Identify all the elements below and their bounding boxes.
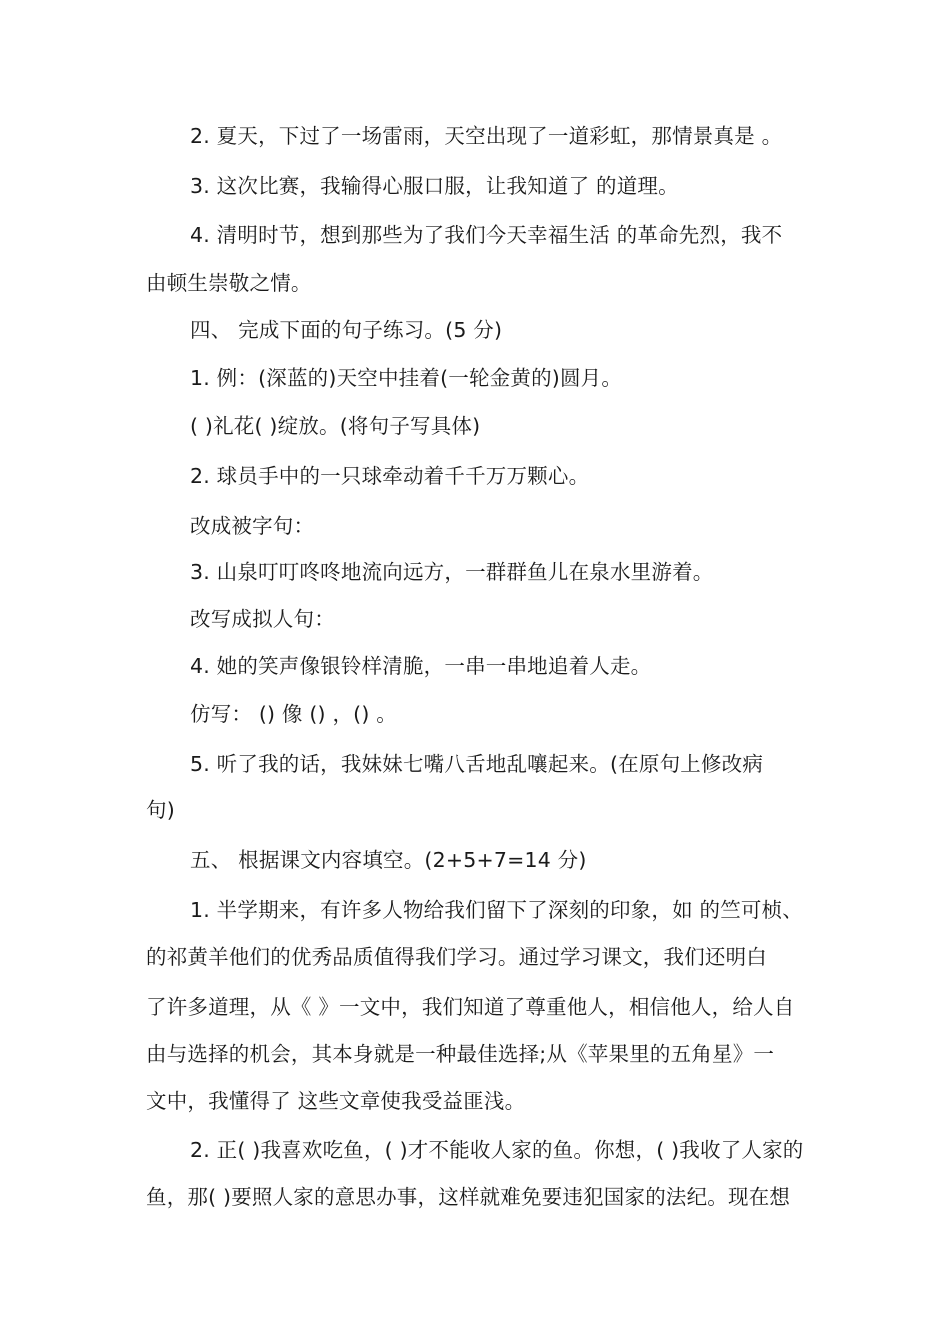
text-line: 由顿生崇敬之情。 xyxy=(146,271,312,295)
text-line: 改写成拟人句： xyxy=(190,607,335,631)
section-heading: 五、 根据课文内容填空。(2+5+7=14 分) xyxy=(190,848,587,872)
text-line: 3. 这次比赛，我输得心服口服，让我知道了 的道理。 xyxy=(190,174,679,198)
text-line: ( )礼花( )绽放。(将句子写具体) xyxy=(190,414,481,438)
text-line: 2. 正( )我喜欢吃鱼，( )才不能收人家的鱼。你想，( )我收了人家的 xyxy=(190,1138,804,1162)
section-heading: 四、 完成下面的句子练习。(5 分) xyxy=(190,318,503,342)
text-line: 4. 她的笑声像银铃样清脆，一串一串地追着人走。 xyxy=(190,654,652,678)
text-line: 文中，我懂得了 这些文章使我受益匪浅。 xyxy=(146,1089,526,1113)
text-line: 仿写： () 像 () ，() 。 xyxy=(190,702,397,726)
text-line: 2. 球员手中的一只球牵动着千千万万颗心。 xyxy=(190,464,590,488)
text-line: 1. 例：(深蓝的)天空中挂着(一轮金黄的)圆月。 xyxy=(190,366,623,390)
text-line: 2. 夏天，下过了一场雷雨，天空出现了一道彩虹，那情景真是 。 xyxy=(190,124,783,148)
text-line: 改成被字句： xyxy=(190,514,315,538)
text-line: 鱼，那( )要照人家的意思办事，这样就难免要违犯国家的法纪。现在想 xyxy=(146,1185,791,1209)
text-line: 1. 半学期来，有许多人物给我们留下了深刻的印象，如 的竺可桢、 xyxy=(190,898,803,922)
text-line: 句) xyxy=(146,798,175,822)
text-line: 了许多道理，从《 》一文中，我们知道了尊重他人，相信他人，给人自 xyxy=(146,995,795,1019)
text-line: 5. 听了我的话，我妹妹七嘴八舌地乱嚷起来。(在原句上修改病 xyxy=(190,752,764,776)
text-line: 的祁黄羊他们的优秀品质值得我们学习。通过学习课文，我们还明白 xyxy=(146,945,767,969)
text-line: 由与选择的机会，其本身就是一种最佳选择;从《苹果里的五角星》一 xyxy=(146,1042,775,1066)
text-line: 4. 清明时节，想到那些为了我们今天幸福生活 的革命先烈，我不 xyxy=(190,223,783,247)
text-line: 3. 山泉叮叮咚咚地流向远方，一群群鱼儿在泉水里游着。 xyxy=(190,560,714,584)
